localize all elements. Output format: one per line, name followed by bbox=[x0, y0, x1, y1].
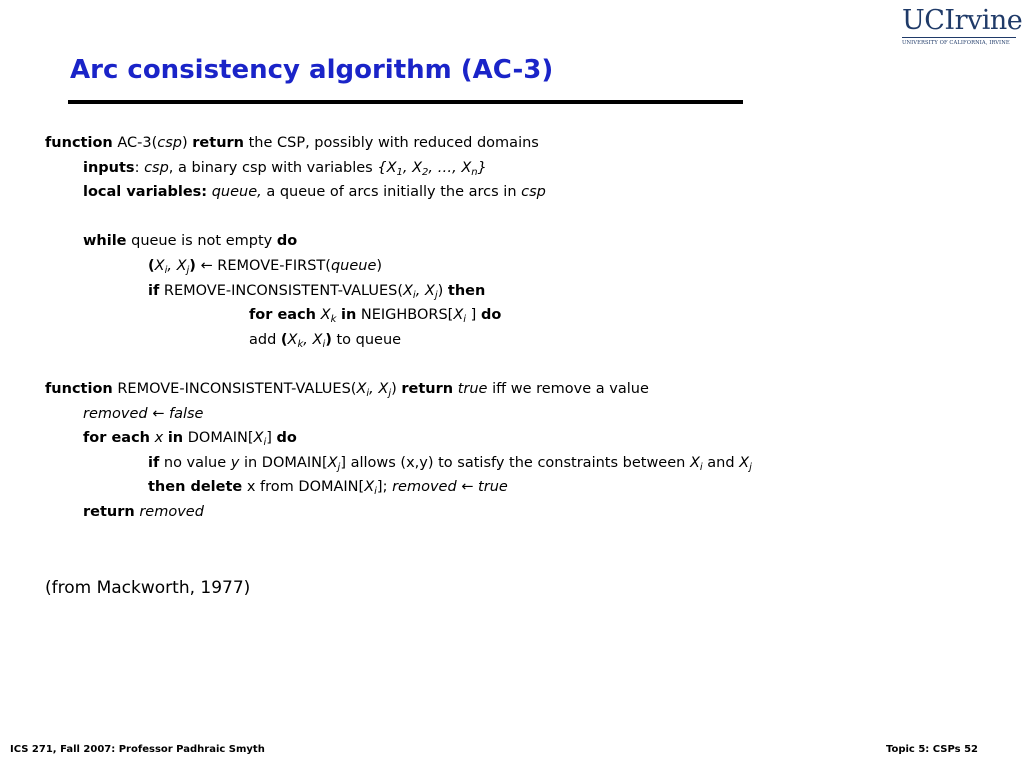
fn-close: ) bbox=[182, 135, 188, 151]
kw-in: in bbox=[340, 307, 357, 324]
var-x-i: X bbox=[312, 331, 323, 348]
inputs-csp: csp bbox=[144, 159, 169, 176]
var-x-i: X bbox=[253, 430, 264, 447]
var-sep-1: , X bbox=[402, 159, 423, 176]
in-domain: in DOMAIN[ bbox=[239, 454, 328, 471]
kw-do: do bbox=[276, 233, 298, 250]
neighbors-call: NEIGHBORS[ bbox=[356, 307, 454, 324]
title-rule bbox=[68, 100, 743, 104]
sub-k: k bbox=[330, 314, 337, 326]
fn-close: ) bbox=[391, 380, 402, 397]
local-queue: queue, bbox=[211, 184, 262, 201]
kw-function: function bbox=[45, 135, 113, 151]
neighbors-close: ] bbox=[466, 307, 481, 324]
sub-j: j bbox=[388, 387, 392, 399]
if-close: ) bbox=[437, 282, 448, 299]
ac3-remove-first bbox=[0, 254, 1000, 279]
logo-sub-text: UNIVERSITY OF CALIFORNIA, IRVINE bbox=[902, 40, 1010, 46]
var-x-i: X bbox=[453, 307, 464, 324]
var-x-j: X bbox=[378, 380, 389, 397]
var-sub-n: n bbox=[471, 166, 478, 178]
if-call: REMOVE-INCONSISTENT-VALUES( bbox=[159, 282, 403, 299]
queue-word: queue bbox=[330, 257, 377, 274]
blank-line bbox=[0, 205, 1000, 230]
comma: , bbox=[167, 257, 177, 274]
var-sep-2: , …, X bbox=[428, 159, 472, 176]
var-x-i: X bbox=[689, 454, 700, 471]
paren-close: ) bbox=[325, 331, 332, 348]
ret-desc: iff we remove a value bbox=[487, 380, 649, 397]
comma: , bbox=[415, 282, 425, 299]
kw-then-delete: then delete bbox=[148, 479, 243, 496]
variable-set bbox=[377, 160, 487, 176]
riv-then-delete bbox=[0, 475, 1000, 500]
sub-j: j bbox=[337, 461, 341, 473]
kw-return: return bbox=[83, 503, 135, 520]
var-x-i: X bbox=[154, 257, 165, 274]
var-open: {X bbox=[377, 159, 397, 176]
slide-title: Arc consistency algorithm (AC-3) bbox=[70, 55, 554, 85]
paren-open: ( bbox=[280, 331, 288, 348]
sub-i: i bbox=[374, 486, 377, 498]
sub-i: i bbox=[463, 314, 467, 326]
comma: , bbox=[369, 380, 379, 397]
sub-k: k bbox=[297, 338, 304, 350]
assign-arrow: ← REMOVE-FIRST( bbox=[195, 257, 331, 274]
pseudocode-block bbox=[0, 131, 1000, 525]
no-value: no value bbox=[159, 454, 231, 471]
var-x-j: X bbox=[176, 257, 187, 274]
local-csp: csp bbox=[521, 184, 546, 201]
kw-if: if bbox=[148, 282, 160, 299]
kw-return: return bbox=[192, 135, 244, 151]
local-desc: a queue of arcs initially the arcs in bbox=[261, 184, 522, 201]
ret-desc: the CSP, possibly with reduced domains bbox=[244, 135, 539, 151]
false-word: false bbox=[168, 405, 204, 422]
allows-text: ] allows (x,y) to satisfy the constraints between bbox=[340, 454, 690, 471]
ac3-local-vars bbox=[0, 180, 1000, 205]
semicolon: ]; bbox=[376, 479, 393, 496]
sub-i: i bbox=[263, 437, 267, 449]
sub-i: i bbox=[412, 289, 416, 301]
var-sub-1: 1 bbox=[396, 166, 403, 178]
var-x: x bbox=[154, 430, 164, 447]
removed-var: removed bbox=[83, 405, 148, 422]
var-y: y bbox=[230, 454, 240, 471]
true-word: true bbox=[457, 380, 488, 397]
sub-i: i bbox=[164, 264, 168, 276]
ac3-signature bbox=[0, 131, 1000, 156]
sub-i: i bbox=[322, 338, 326, 350]
fn-name: REMOVE-INCONSISTENT-VALUES( bbox=[112, 380, 357, 397]
while-cond: queue is not empty bbox=[126, 233, 277, 250]
sub-i: i bbox=[366, 387, 370, 399]
and-word: and bbox=[702, 454, 740, 471]
kw-then: then bbox=[447, 282, 486, 299]
var-x-j: X bbox=[424, 282, 435, 299]
kw-inputs: inputs bbox=[83, 159, 135, 176]
ac3-add bbox=[0, 328, 1000, 353]
fn-param: csp bbox=[157, 135, 182, 151]
kw-local-variables: local variables: bbox=[83, 184, 208, 201]
true-word: true bbox=[478, 479, 508, 496]
kw-if: if bbox=[148, 454, 160, 471]
footer-course: ICS 271, Fall 2007: Professor Padhraic Smyth bbox=[10, 744, 265, 755]
sub-j: j bbox=[186, 264, 190, 276]
kw-function: function bbox=[45, 380, 113, 397]
kw-return: return bbox=[401, 380, 454, 397]
sub-j: j bbox=[434, 289, 438, 301]
sub-j: j bbox=[749, 461, 752, 473]
riv-for-each bbox=[0, 426, 1000, 451]
var-x-j: X bbox=[739, 454, 750, 471]
logo-divider bbox=[902, 37, 1016, 38]
riv-return bbox=[0, 500, 1000, 525]
citation: (from Mackworth, 1977) bbox=[45, 578, 251, 598]
inputs-colon: : bbox=[134, 159, 145, 176]
kw-in: in bbox=[167, 430, 184, 447]
kw-do: do bbox=[276, 430, 297, 447]
kw-for-each: for each bbox=[83, 430, 151, 447]
logo-main-text: UCIrvine bbox=[902, 5, 1023, 36]
kw-for-each: for each bbox=[249, 307, 317, 324]
blank-line bbox=[0, 352, 1000, 377]
paren-close: ) bbox=[189, 257, 196, 274]
var-x-k: X bbox=[320, 307, 331, 324]
add-word: add bbox=[249, 331, 281, 348]
ac3-for-each bbox=[0, 303, 1000, 328]
assign-end: ) bbox=[376, 257, 383, 274]
domain-close: ] bbox=[266, 430, 277, 447]
riv-if bbox=[0, 451, 1000, 476]
var-sub-2: 2 bbox=[422, 166, 429, 178]
kw-while: while bbox=[83, 233, 127, 250]
kw-do: do bbox=[480, 307, 502, 324]
var-x-i: X bbox=[402, 282, 413, 299]
inputs-desc: , a binary csp with variables bbox=[168, 159, 378, 176]
paren-open: ( bbox=[148, 257, 155, 274]
ac3-while bbox=[0, 229, 1000, 254]
riv-init bbox=[0, 402, 1000, 427]
var-x-i: X bbox=[364, 479, 375, 496]
var-close: } bbox=[477, 159, 487, 176]
footer-page: Topic 5: CSPs 52 bbox=[885, 744, 978, 755]
assign-arrow: ← bbox=[456, 479, 479, 496]
ac3-inputs bbox=[0, 156, 1000, 181]
sub-i: i bbox=[699, 461, 703, 473]
riv-signature bbox=[0, 377, 1000, 402]
comma: , bbox=[303, 331, 313, 348]
var-x-k: X bbox=[287, 331, 298, 348]
to-queue: to queue bbox=[331, 331, 402, 348]
ac3-if bbox=[0, 279, 1000, 304]
x-from: x from DOMAIN[ bbox=[242, 479, 365, 496]
assign-arrow: ← bbox=[147, 405, 169, 422]
var-x-i: X bbox=[356, 380, 367, 397]
uci-logo bbox=[902, 5, 1023, 46]
removed-var: removed bbox=[392, 479, 457, 496]
fn-name: AC-3( bbox=[117, 135, 158, 151]
removed-var: removed bbox=[139, 503, 204, 520]
domain-call: DOMAIN[ bbox=[183, 430, 254, 447]
var-x-j: X bbox=[327, 454, 338, 471]
